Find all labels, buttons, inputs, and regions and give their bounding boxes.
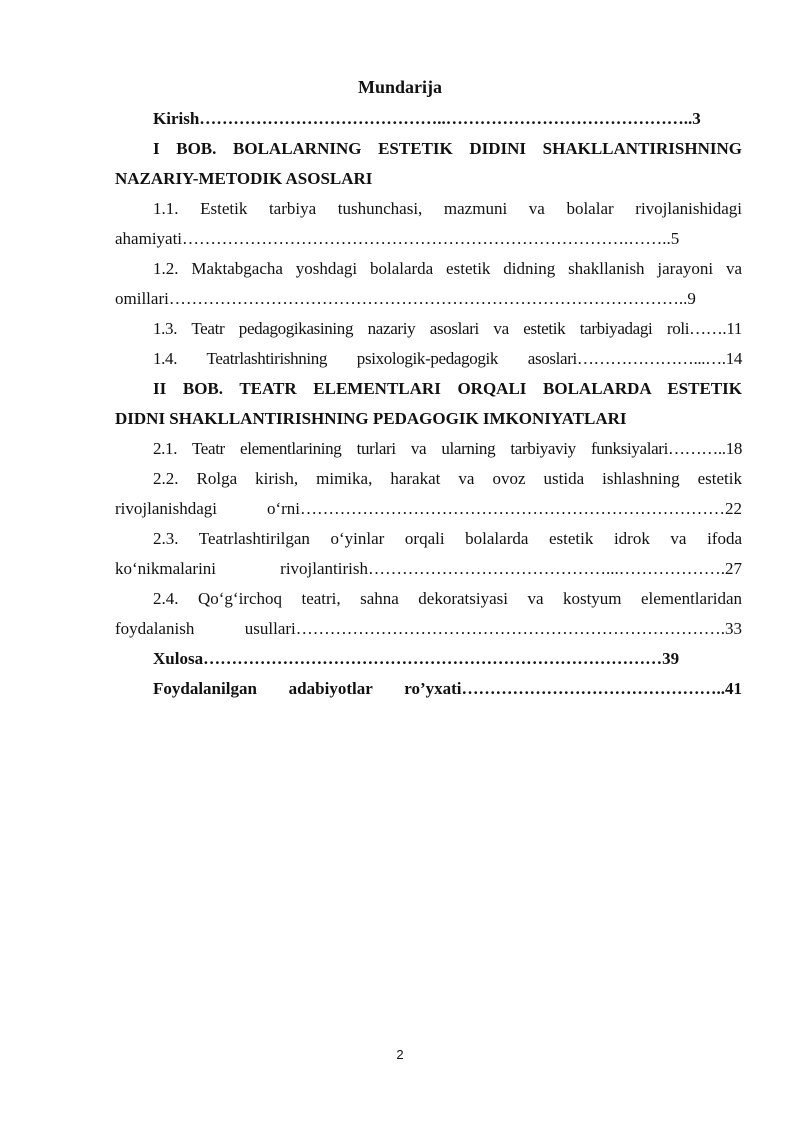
toc-entry-1-2-line-2: omillari………………………………………………………………………………..9 [115,289,696,308]
toc-chapter-1-line-1: I BOB. BOLALARNING ESTETIK DIDINI SHAKLLANTIRISHNING [153,139,742,158]
toc-entry-kirish: Kirish……………………………………..……………………………………..3 [153,109,701,128]
toc-entry-2-4-line-1: 2.4. Qo‘g‘irchoq teatri, sahna dekoratsiyasi va kostyum elementlaridan [153,589,742,608]
toc-entry-2-2-line-1: 2.2. Rolga kirish, mimika, harakat va ovoz ustida ishlashning estetik [153,469,742,488]
toc-entry-xulosa: Xulosa………………………………………………………………………39 [153,649,680,668]
toc-entry-adabiyotlar: Foydalanilgan adabiyotlar ro’yxati………………………………………..41 [153,679,742,698]
toc-entry-2-4-line-2: foydalanish usullari………………………………………………………………….33 [115,619,742,638]
toc-chapter-1 [115,134,742,194]
toc-entry-1-3: 1.3. Teatr pedagogikasining nazariy asoslari va estetik tarbiyadagi roli…….11 [153,319,742,338]
toc-entry-2-3-line-2: ko‘nikmalarini rivojlantirish……………………………………...……………….27 [115,559,742,578]
table-of-contents [115,104,742,704]
toc-chapter-2 [115,374,742,434]
toc-chapter-1-line-2: NAZARIY-METODIK ASOSLARI [115,169,373,188]
toc-entry-1-2 [115,254,742,314]
toc-entry-2-3 [115,524,742,584]
toc-entry-2-2 [115,464,742,524]
toc-entry-1-4: 1.4. Teatrlashtirishning psixologik-pedagogik asoslari…………………...….14 [153,349,742,368]
page-number: 2 [396,1047,404,1062]
toc-chapter-2-line-2: DIDNI SHAKLLANTIRISHNING PEDAGOGIK IMKONIYATLARI [115,409,627,428]
toc-entry-1-1-line-1: 1.1. Estetik tarbiya tushunchasi, mazmuni va bolalar rivojlanishidagi [153,199,742,218]
toc-chapter-2-line-1: II BOB. TEATR ELEMENTLARI ORQALI BOLALARDA ESTETIK [153,379,742,398]
toc-entry-1-2-line-1: 1.2. Maktabgacha yoshdagi bolalarda estetik didning shakllanish jarayoni va [153,259,742,278]
toc-entry-2-4 [115,584,742,644]
toc-entry-2-3-line-1: 2.3. Teatrlashtirilgan o‘yinlar orqali bolalarda estetik idrok va ifoda [153,529,742,548]
toc-entry-1-1 [115,194,742,254]
toc-entry-2-1: 2.1. Teatr elementlarining turlari va ularning tarbiyaviy funksiyalari………..18 [153,439,742,458]
toc-entry-1-1-line-2: ahamiyati…………………………………………………………………….……..5 [115,229,680,248]
toc-title: Mundarija [357,77,442,97]
toc-entry-2-2-line-2: rivojlanishdagi o‘rni…………………………………………………………………22 [115,499,742,518]
